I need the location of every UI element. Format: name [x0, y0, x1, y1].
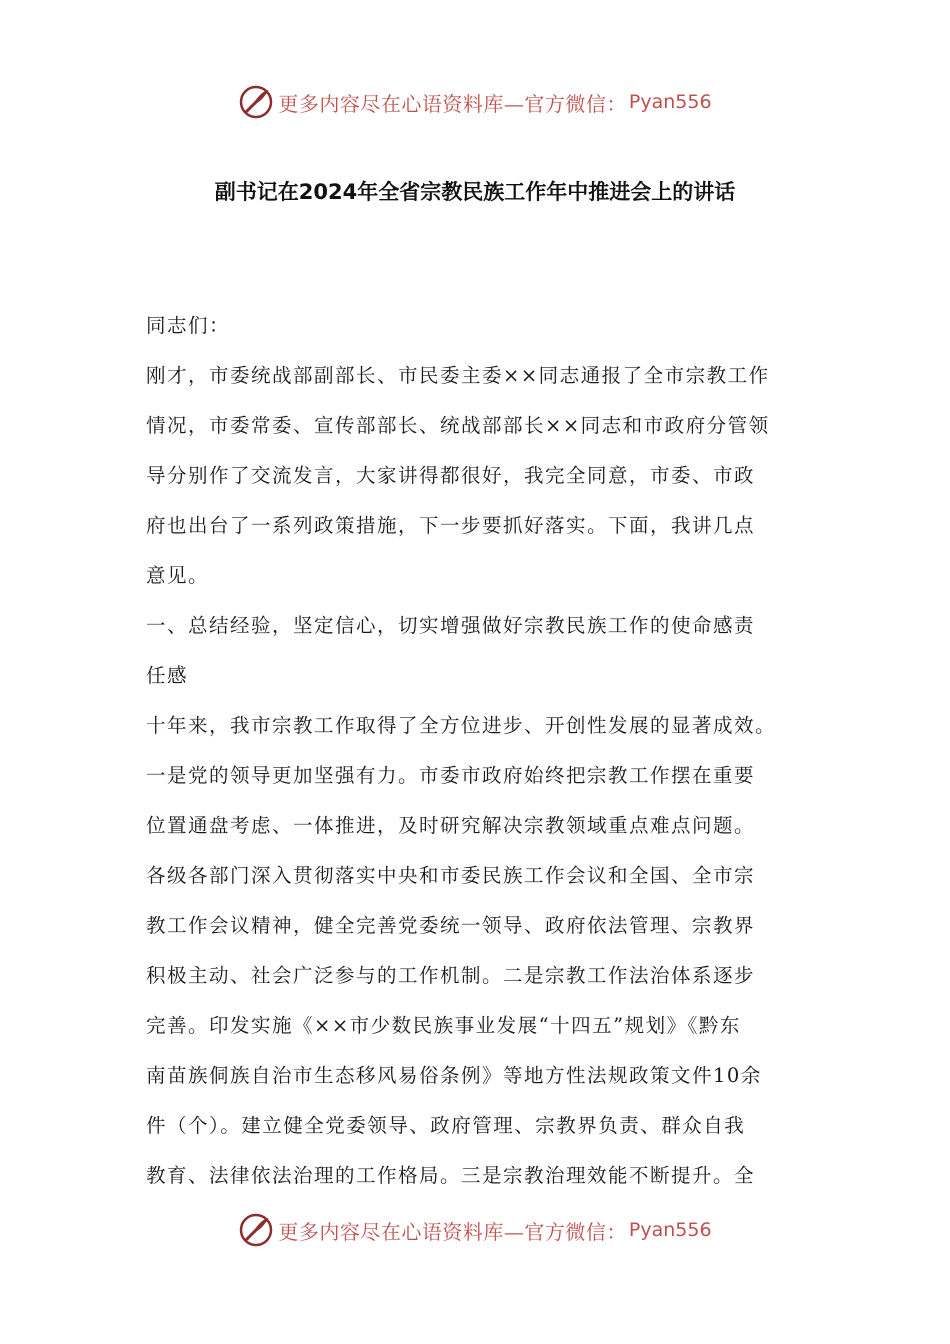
body-line: 一是党的领导更加坚强有力。市委市政府始终把宗教工作摆在重要 [146, 764, 756, 787]
body-line: 刚才，市委统战部副部长、市民委主委××同志通报了全市宗教工作 [146, 364, 770, 387]
body-line: 完善。印发实施《××市少数民族事业发展“十四五”规划》《黔东 [146, 1014, 741, 1037]
body-line: 各级各部门深入贯彻落实中央和市委民族工作会议和全国、全市宗 [146, 864, 756, 887]
body-line: 府也出台了一系列政策措施，下一步要抓好落实。下面，我讲几点 [146, 514, 756, 537]
header-watermark-banner [0, 82, 950, 122]
body-line: 意见。 [146, 564, 210, 587]
body-line: 导分别作了交流发言，大家讲得都很好，我完全同意，市委、市政 [146, 464, 756, 487]
banner-text: 更多内容尽在心语资料库—官方微信： [278, 91, 627, 116]
body-line: 同志们： [146, 314, 231, 337]
quill-logo-icon [238, 1212, 274, 1248]
body-line: 位置通盘考虑、一体推进，及时研究解决宗教领域重点难点问题。 [146, 814, 756, 837]
body-line: 十年来，我市宗教工作取得了全方位进步、开创性发展的显著成效。 [146, 714, 777, 737]
document-body [146, 301, 826, 1201]
section-heading-line: 任感 [146, 664, 189, 687]
banner-wechat-id: Pyan556 [628, 91, 712, 113]
footer-watermark-banner [0, 1210, 950, 1250]
banner-wechat-id: Pyan556 [628, 1219, 712, 1241]
document-title: 副书记在2024年全省宗教民族工作年中推进会上的讲话 [214, 180, 736, 204]
banner-text: 更多内容尽在心语资料库—官方微信： [278, 1219, 627, 1244]
quill-logo-icon [238, 84, 274, 120]
body-line: 教育、法律依法治理的工作格局。三是宗教治理效能不断提升。全 [146, 1164, 756, 1187]
body-line: 件（个）。建立健全党委领导、政府管理、宗教界负责、群众自我 [146, 1114, 746, 1137]
section-heading-line: 一、总结经验，坚定信心，切实增强做好宗教民族工作的使命感责 [146, 614, 756, 637]
body-line: 积极主动、社会广泛参与的工作机制。二是宗教工作法治体系逐步 [146, 964, 756, 987]
body-line: 情况，市委常委、宣传部部长、统战部部长××同志和市政府分管领 [146, 414, 770, 437]
body-line: 南苗族侗族自治市生态移风易俗条例》等地方性法规政策文件10余 [146, 1064, 762, 1087]
body-line: 教工作会议精神，健全完善党委统一领导、政府依法管理、宗教界 [146, 914, 756, 937]
